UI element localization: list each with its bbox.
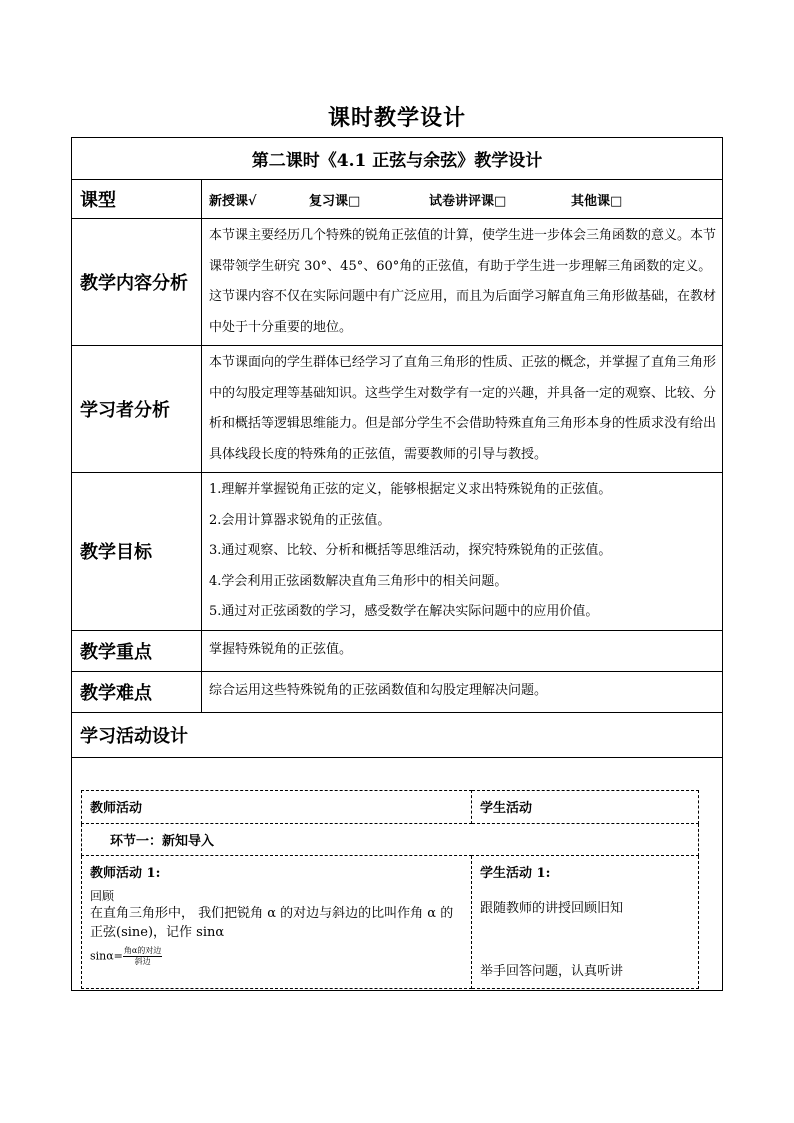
objective-item: 1.理解并掌握锐角正弦的定义，能够根据定义求出特殊锐角的正弦值。: [209, 482, 612, 497]
student-activity-header: 学生活动: [472, 790, 699, 823]
teacher-activity-title: 教师活动 1:: [90, 865, 161, 881]
formula-fraction: [123, 946, 162, 967]
learner-analysis-label: 学习者分析: [72, 346, 202, 473]
key-point-text: 掌握特殊锐角的正弦值。: [202, 630, 723, 671]
activity-table: [81, 790, 699, 989]
activity-design-body: [72, 757, 723, 990]
objective-item: 5.通过对正弦函数的学习，感受数学在解决实际问题中的应用价值。: [209, 604, 599, 619]
objectives-list: [202, 473, 723, 631]
content-analysis-label: 教学内容分析: [72, 219, 202, 346]
difficulty-text: 综合运用这些特殊锐角的正弦函数值和勾股定理解决问题。: [202, 671, 723, 712]
student-activity-item: 举手回答问题，认真听讲: [480, 963, 624, 979]
objective-item: 2.会用计算器求锐角的正弦值。: [209, 512, 391, 528]
course-type-other: 其他课□: [571, 193, 623, 209]
objective-item: 4.学会利用正弦函数解决直角三角形中的相关问题。: [209, 573, 508, 589]
objective-item: 3.通过观察、比较、分析和概括等思维活动，探究特殊锐角的正弦值。: [209, 543, 612, 558]
course-type-new: 新授课√: [209, 193, 257, 209]
student-activity-cell: [472, 855, 699, 988]
teacher-activity-header: 教师活动: [82, 790, 472, 823]
content-analysis-text: 本节课主要经历几个特殊的锐角正弦值的计算，使学生进一步体会三角函数的意义。本节课带领学生研究 30°、45°、60°角的正弦值，有助于学生进一步理解三角函数的定义。这节课内容不仅在实际问题中有广泛应用，而且为后面学习解直角三角形做基础，在教材中处于十分重要的地位。: [202, 219, 723, 346]
activity-design-heading: 学习活动设计: [72, 712, 723, 757]
review-text: 在直角三角形中， 我们把锐角 α 的对边与斜边的比叫作角 α 的正弦(sine)，记作 sinα: [90, 905, 454, 940]
page-title: 课时教学设计: [327, 105, 466, 131]
learner-analysis-text: 本节课面向的学生群体已经学习了直角三角形的性质、正弦的概念，并掌握了直角三角形中的勾股定理等基础知识。这些学生对数学有一定的兴趣，并具备一定的观察、比较、分析和概括等逻辑思维能力。但是部分学生不会借助特殊直角三角形本身的性质求没有给出具体线段长度的特殊角的正弦值，需要教师的引导与教授。: [202, 346, 723, 473]
lesson-subtitle: 第二课时《4.1 正弦与余弦》教学设计: [72, 138, 723, 180]
formula-denominator: 斜边: [134, 956, 151, 966]
student-activity-title: 学生活动 1:: [480, 865, 551, 881]
lesson-plan-table: [71, 137, 723, 991]
course-type-label: 课型: [72, 180, 202, 219]
course-type-exam: 试卷讲评课□: [429, 193, 507, 209]
formula-lhs: sinα=: [90, 949, 123, 962]
course-type-review: 复习课□: [309, 193, 361, 209]
difficulty-label: 教学难点: [72, 671, 202, 712]
teacher-activity-cell: [82, 855, 472, 988]
formula-numerator: 角α的对边: [123, 945, 162, 955]
review-label: 回顾: [90, 888, 115, 903]
sine-formula: [90, 946, 463, 967]
student-activity-item: 跟随教师的讲授回顾旧知: [480, 900, 624, 916]
objectives-label: 教学目标: [72, 473, 202, 631]
course-type-options: [202, 180, 723, 219]
key-point-label: 教学重点: [72, 630, 202, 671]
section-heading: 环节一：新知导入: [82, 823, 699, 855]
